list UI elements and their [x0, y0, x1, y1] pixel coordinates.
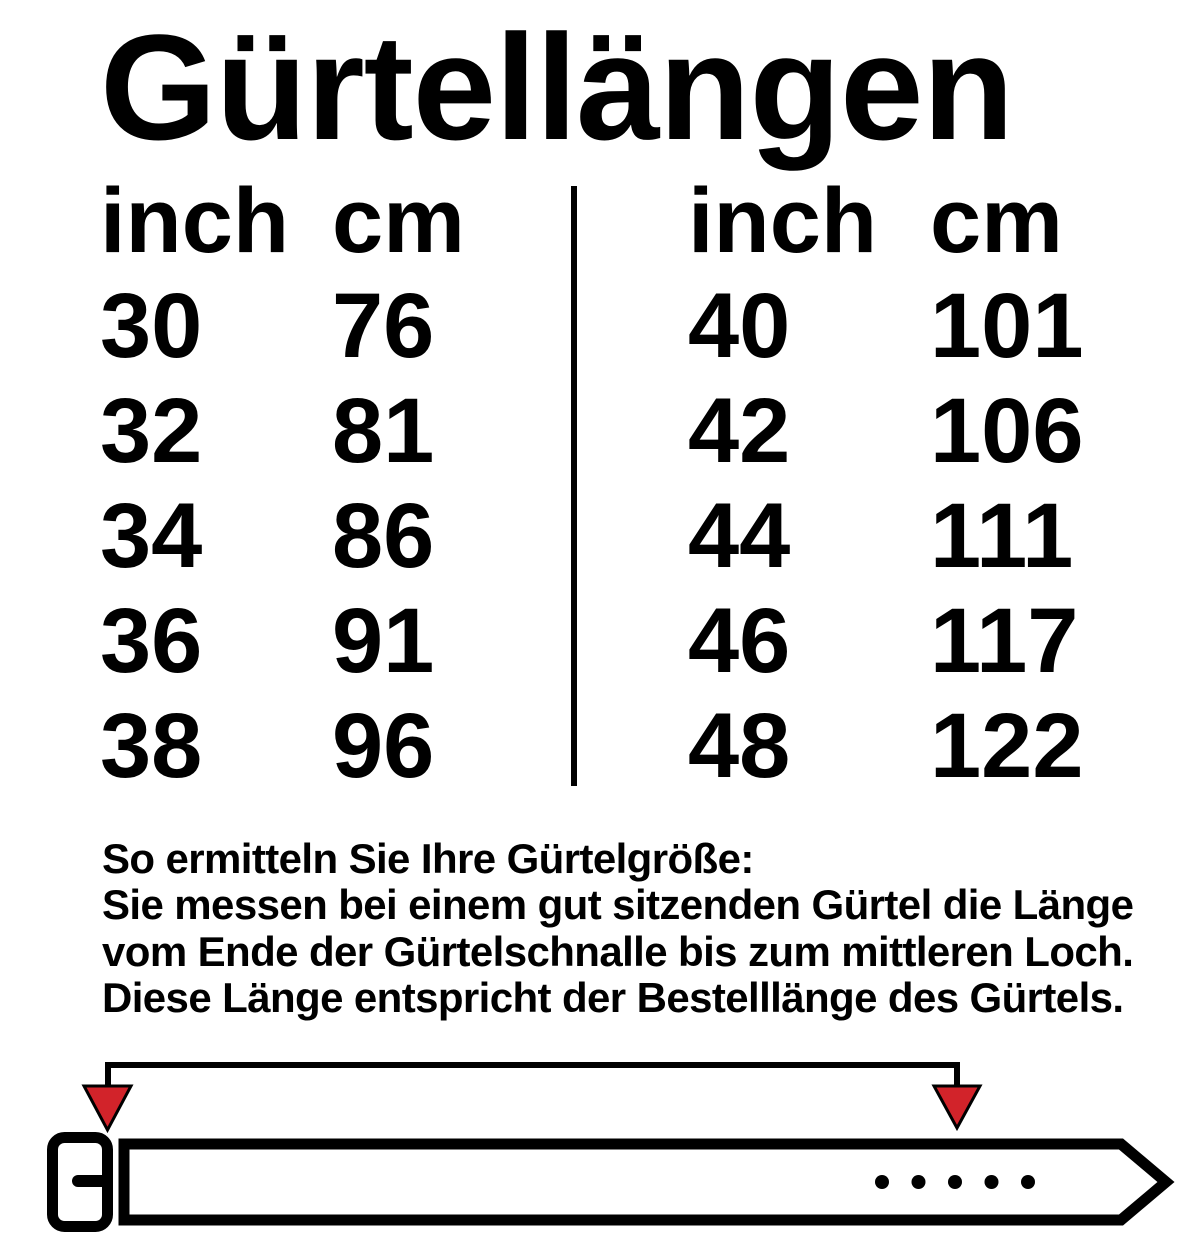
table-row	[100, 694, 465, 799]
cm-value: 81	[332, 380, 435, 482]
instructions-line: Sie messen bei einem gut sitzenden Gürtel die Länge	[102, 881, 1134, 929]
belt-hole	[1021, 1175, 1035, 1189]
belt-strap-shape	[124, 1144, 1166, 1220]
inch-value: 30	[100, 275, 203, 377]
table-header-row	[100, 169, 465, 274]
belt-hole	[875, 1175, 889, 1189]
table-row	[688, 379, 1084, 484]
table-row	[688, 694, 1084, 799]
cm-value: 76	[332, 275, 435, 377]
instructions-line: vom Ende der Gürtelschnalle bis zum mittleren Loch.	[102, 927, 1134, 975]
cm-value: 111	[930, 485, 1074, 587]
inch-value: 34	[100, 485, 203, 587]
inch-value: 36	[100, 590, 203, 692]
cm-value: 86	[332, 485, 435, 587]
cm-value: 106	[930, 380, 1084, 482]
cm-column-header: cm	[930, 170, 1063, 272]
table-divider-line	[571, 186, 577, 786]
cm-value: 91	[332, 590, 435, 692]
instructions-heading: So ermitteln Sie Ihre Gürtelgröße:	[102, 835, 754, 882]
table-row	[688, 484, 1084, 589]
instructions-block	[102, 836, 1133, 1022]
table-row	[688, 274, 1084, 379]
cm-column-header: cm	[332, 170, 465, 272]
inch-value: 48	[688, 695, 791, 797]
cm-value: 101	[930, 275, 1084, 377]
inch-value: 38	[100, 695, 203, 797]
measurement-arrow-right-icon	[934, 1086, 980, 1128]
belt-hole	[985, 1175, 999, 1189]
inch-value: 44	[688, 485, 791, 587]
belt-hole	[948, 1175, 962, 1189]
cm-value: 117	[930, 590, 1079, 692]
inch-column-header: inch	[100, 170, 290, 272]
table-row	[100, 274, 465, 379]
size-table-left	[100, 169, 465, 799]
table-row	[100, 484, 465, 589]
cm-value: 96	[332, 695, 435, 797]
inch-value: 32	[100, 380, 203, 482]
table-row	[100, 589, 465, 694]
inch-value: 42	[688, 380, 791, 482]
instructions-line: Diese Länge entspricht der Bestelllänge des Gürtels.	[102, 974, 1124, 1022]
cm-value: 122	[930, 695, 1084, 797]
belt-hole	[912, 1175, 926, 1189]
inch-value: 46	[688, 590, 791, 692]
table-row	[688, 589, 1084, 694]
measurement-bracket-line	[108, 1065, 957, 1090]
table-header-row	[688, 169, 1084, 274]
inch-value: 40	[688, 275, 791, 377]
page-title: Gürtellängen	[100, 3, 1014, 171]
measurement-arrow-left-icon	[84, 1086, 131, 1130]
belt-measurement-diagram	[0, 1040, 1200, 1259]
inch-column-header: inch	[688, 170, 878, 272]
size-table-right	[688, 169, 1084, 799]
table-row	[100, 379, 465, 484]
